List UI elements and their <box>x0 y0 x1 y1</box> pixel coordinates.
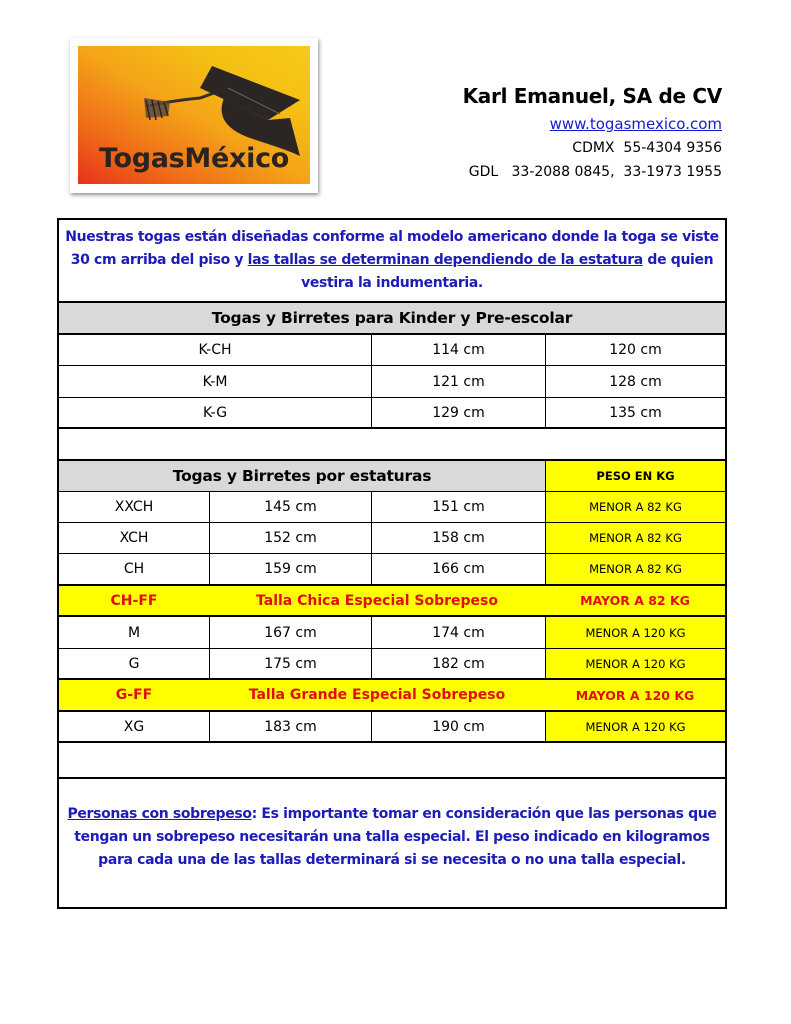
table-row <box>59 398 725 429</box>
height-from-cell: 183 cm <box>209 712 371 741</box>
size-cell: XXCH <box>114 499 154 515</box>
table-row <box>59 649 725 680</box>
special-label-cell: Talla Chica Especial Sobrepeso <box>256 592 498 609</box>
special-size-cell: G-FF <box>115 687 153 703</box>
weight-cell: MENOR A 120 KG <box>545 617 725 648</box>
weight-cell: MENOR A 82 KG <box>545 492 725 522</box>
weight-cell: MENOR A 120 KG <box>545 712 725 741</box>
table-row <box>59 523 725 554</box>
logo-background <box>78 46 310 184</box>
height-from-cell: 145 cm <box>209 492 371 522</box>
weight-cell: MENOR A 82 KG <box>545 523 725 553</box>
table-row <box>59 492 725 523</box>
company-logo <box>70 38 318 193</box>
spacer-row <box>59 743 725 779</box>
size-cell: K-G <box>202 404 228 421</box>
intro-text: Nuestras togas están diseñadas conforme al modelo americano donde la toga se viste 30 cm arriba del piso y las tallas se determinan dependiendo de la estatura de quien vestira la indumentaria. <box>65 229 719 291</box>
spacer-row <box>59 429 725 461</box>
size-cell: XCH <box>119 530 149 546</box>
size-cell: K-M <box>202 373 228 390</box>
intro-underlined: las tallas se determinan dependiendo de la estatura <box>247 252 643 268</box>
height-to-cell: 190 cm <box>371 712 545 741</box>
size-cell: M <box>127 624 141 641</box>
height-to-cell: 128 cm <box>545 366 725 397</box>
phone-gdl: GDL 33-2088 0845, 33-1973 1955 <box>468 164 722 180</box>
height-from-cell: 175 cm <box>209 649 371 678</box>
height-to-cell: 166 cm <box>371 554 545 584</box>
estaturas-title: Togas y Birretes por estaturas <box>59 461 545 491</box>
phone-cdmx: CDMX 55-4304 9356 <box>572 140 722 156</box>
table-row <box>59 712 725 743</box>
size-cell: K-CH <box>198 342 232 358</box>
height-to-cell: 151 cm <box>371 492 545 522</box>
special-label-cell: Talla Grande Especial Sobrepeso <box>248 687 506 703</box>
size-cell: G <box>128 655 140 672</box>
height-from-cell: 114 cm <box>371 335 545 365</box>
height-to-cell: 135 cm <box>545 398 725 427</box>
height-from-cell: 167 cm <box>209 617 371 648</box>
special-row <box>59 680 725 712</box>
size-cell: CH <box>123 561 145 577</box>
table-row <box>59 335 725 366</box>
intro-row <box>59 220 725 303</box>
size-cell: XG <box>123 718 145 735</box>
special-weight-cell: MAYOR A 120 KG <box>575 687 695 703</box>
height-to-cell: 182 cm <box>371 649 545 678</box>
note-text: Personas con sobrepeso: Es importante tomar en consideración que las personas que tengan un sobrepeso necesitarán una talla especial. El peso indicado en kilogramos para cada una de las tallas determinará si se necesita o no una talla especial. <box>67 805 717 868</box>
height-to-cell: 120 cm <box>545 335 725 365</box>
special-size-cell: CH-FF <box>110 592 158 609</box>
weight-header: PESO EN KG <box>545 461 725 491</box>
note-underlined: Personas con sobrepeso <box>67 805 252 822</box>
logo-text: TogasMéxico <box>98 143 290 174</box>
company-name: Karl Emanuel, SA de CV <box>462 84 722 108</box>
note-section <box>59 779 725 907</box>
height-from-cell: 159 cm <box>209 554 371 584</box>
height-from-cell: 152 cm <box>209 523 371 553</box>
size-chart-table <box>57 218 727 909</box>
special-row <box>59 586 725 617</box>
special-weight-cell: MAYOR A 82 KG <box>580 593 690 608</box>
kinder-header <box>59 303 725 335</box>
website-link[interactable]: www.togasmexico.com <box>549 115 722 133</box>
weight-cell: MENOR A 82 KG <box>545 554 725 584</box>
height-from-cell: 121 cm <box>371 366 545 397</box>
table-row <box>59 554 725 586</box>
table-row <box>59 617 725 649</box>
weight-cell: MENOR A 120 KG <box>545 649 725 678</box>
height-from-cell: 129 cm <box>371 398 545 427</box>
height-to-cell: 158 cm <box>371 523 545 553</box>
height-to-cell: 174 cm <box>371 617 545 648</box>
table-row <box>59 366 725 398</box>
company-info <box>463 82 722 184</box>
estaturas-header <box>59 461 725 492</box>
kinder-title: Togas y Birretes para Kinder y Pre-escolar <box>211 309 573 327</box>
